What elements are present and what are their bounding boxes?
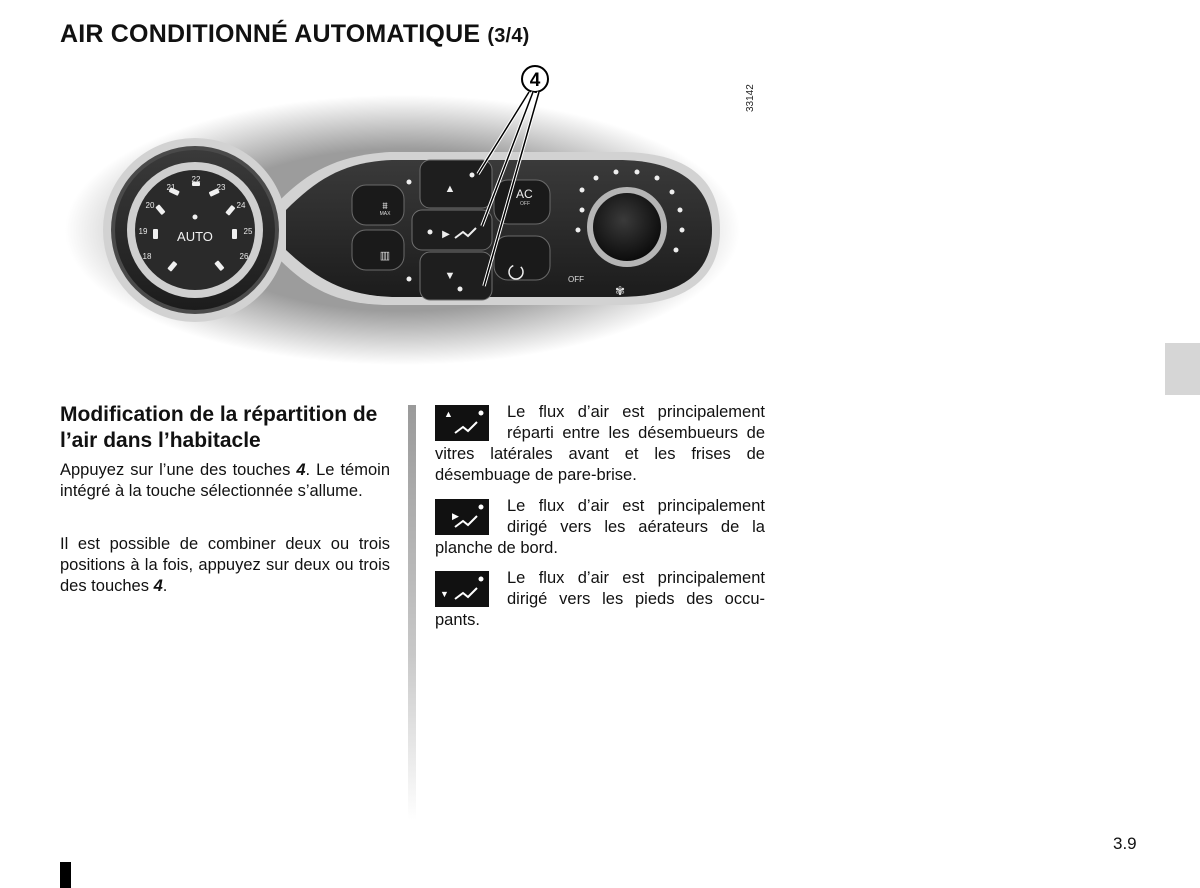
- page-title-suffix: (3/4): [487, 25, 530, 47]
- airflow-item-dashboard: [435, 496, 765, 559]
- callout-number: 4: [529, 70, 541, 91]
- ac-label: AC: [516, 187, 533, 201]
- airflow-text-feet: Le flux d’air est principalement dirigé vers les pieds des occu-pants.: [435, 569, 765, 629]
- airflow-text-dashboard: Le flux d’air est principalement dirigé vers les aérateurs de la planche de bord.: [435, 497, 765, 557]
- svg-text:▶: ▶: [452, 511, 459, 521]
- ac-off-label: OFF: [520, 201, 530, 207]
- temp-label-25: 25: [243, 227, 253, 236]
- temp-label-22: 22: [191, 175, 201, 184]
- column-divider: [408, 405, 416, 820]
- dashboard-vents-icon: [435, 499, 489, 535]
- airflow-item-windscreen: [435, 402, 765, 486]
- temp-label-21: 21: [166, 183, 176, 192]
- svg-text:⩩: ⩩: [382, 201, 388, 212]
- auto-button-label: AUTO: [177, 229, 213, 244]
- corner-mark: [60, 862, 71, 888]
- page-title-text: AIR CONDITIONNÉ AUTOMATIQUE: [60, 20, 481, 48]
- fan-off-label: OFF: [568, 275, 584, 284]
- feet-vents-icon: [435, 571, 489, 607]
- page-number: 3.9: [1113, 834, 1137, 853]
- climate-panel-figure: [60, 60, 765, 370]
- max-label: MAX: [379, 211, 391, 217]
- temp-label-20: 20: [145, 201, 155, 210]
- svg-text:▼: ▼: [444, 270, 456, 282]
- fan-icon: ✾: [614, 284, 626, 298]
- key-reference: 4: [296, 461, 306, 479]
- airflow-item-feet: [435, 568, 765, 631]
- paragraph-2: Il est possible de combiner deux ou trois positions à la fois, appuyez sur deux ou trois des touches 4.: [60, 535, 390, 595]
- page-title: [60, 20, 530, 49]
- svg-text:▲: ▲: [444, 183, 456, 195]
- svg-text:▥: ▥: [379, 250, 391, 262]
- paragraph-1: Appuyez sur l’une des touches 4. Le témoin intégré à la touche sélectionnée s’allume.: [60, 461, 390, 500]
- key-reference: 4: [153, 577, 163, 595]
- temp-label-23: 23: [216, 183, 226, 192]
- chapter-tab: [1165, 343, 1200, 395]
- temp-label-24: 24: [236, 201, 246, 210]
- rear-defrost-button[interactable]: [352, 230, 404, 270]
- temp-label-19: 19: [138, 227, 148, 236]
- section-heading: Modification de la répartition de l’air dans l’habitacle: [60, 403, 378, 452]
- recirculation-button[interactable]: [494, 236, 550, 280]
- max-defrost-button[interactable]: [352, 185, 404, 225]
- temp-label-26: 26: [239, 252, 249, 261]
- windscreen-vents-icon: [435, 405, 489, 441]
- svg-text:▶: ▶: [442, 229, 450, 240]
- figure-ref-number: 33142: [745, 84, 756, 112]
- airflow-text-windscreen: Le flux d’air est principalement réparti entre les désembueurs de vitres latérales avant et les frises de désembuage de pare-brise.: [435, 403, 765, 484]
- temp-label-18: 18: [142, 252, 152, 261]
- dashboard-air-button[interactable]: [412, 210, 492, 250]
- feet-air-button[interactable]: [420, 252, 492, 300]
- svg-text:▼: ▼: [440, 589, 449, 599]
- svg-text:▲: ▲: [444, 409, 453, 419]
